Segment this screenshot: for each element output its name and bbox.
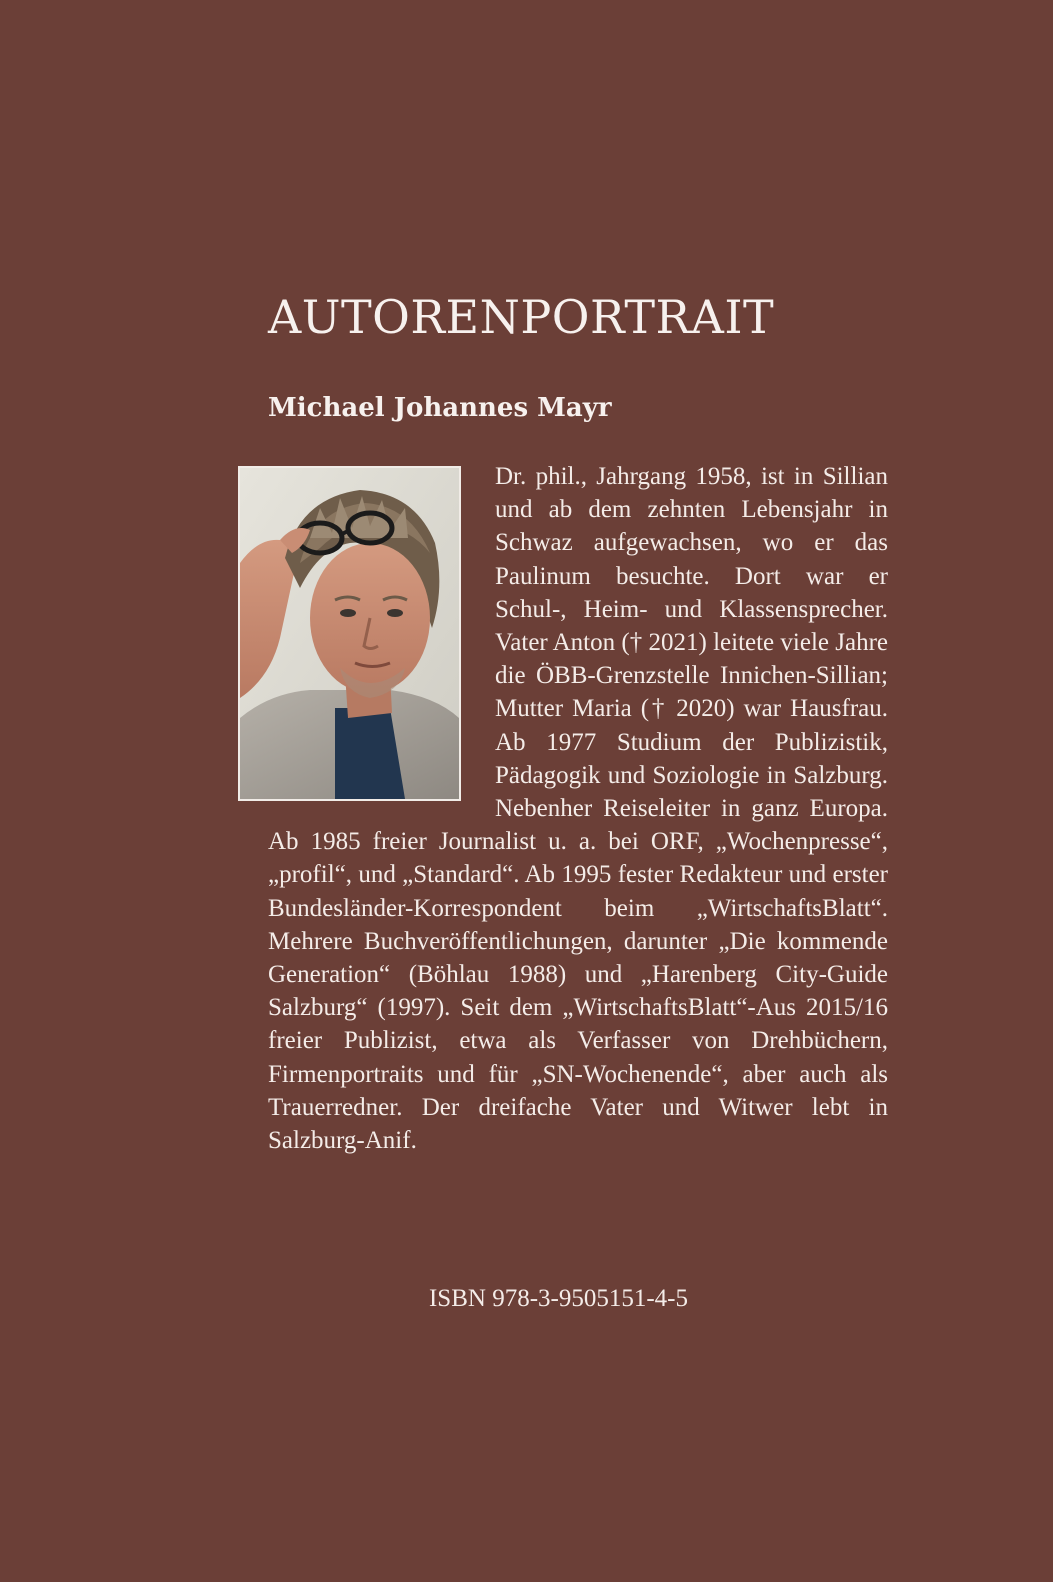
section-heading: AUTORENPORTRAIT (268, 290, 775, 344)
portrait-photo-icon (240, 468, 459, 799)
biography-text: Dr. phil., Jahrgang 1958, ist in Sillian und ab dem zehnten Lebensjahr in Schwaz aufgewachsen, wo er das Paulinum besuchte. Dort war er Schul-, Heim- und Klassensprecher. Vater Anton († 2021) leitete viele Jahre die ÖBB-Grenzstelle Innichen-Sillian; Mutter Maria († 2020) war Hausfrau. Ab 1977 Studium der Publizistik, Pädagogik und Soziologie in Salzburg. Nebenher Reiseleiter in ganz Europa. Ab 1985 freier Journalist u. a. bei ORF, „Wochenpresse“, „profil“, und „Standard“. Ab 1995 fester Redakteur und erster Bundesländer-Korrespondent beim „WirtschaftsBlatt“. Mehrere Buchveröffentlichungen, darunter „Die kommende Generation“ (Böhlau 1988) und „Harenberg City-Guide Salzburg“ (1997). Seit dem „WirtschaftsBlatt“-Aus 2015/16 freier Publizist, etwa als Verfasser von Drehbüchern, Firmenportraits und für „SN-Wochenende“, aber auch als Trauerredner. Der dreifache Vater und Witwer lebt in Salzburg-Anif. (268, 463, 888, 1155)
isbn-number: ISBN 978-3-9505151-4-5 (428, 1285, 688, 1312)
author-biography (268, 460, 888, 1157)
author-name: Michael Johannes Mayr (268, 393, 612, 423)
author-portrait-photo (238, 466, 461, 801)
